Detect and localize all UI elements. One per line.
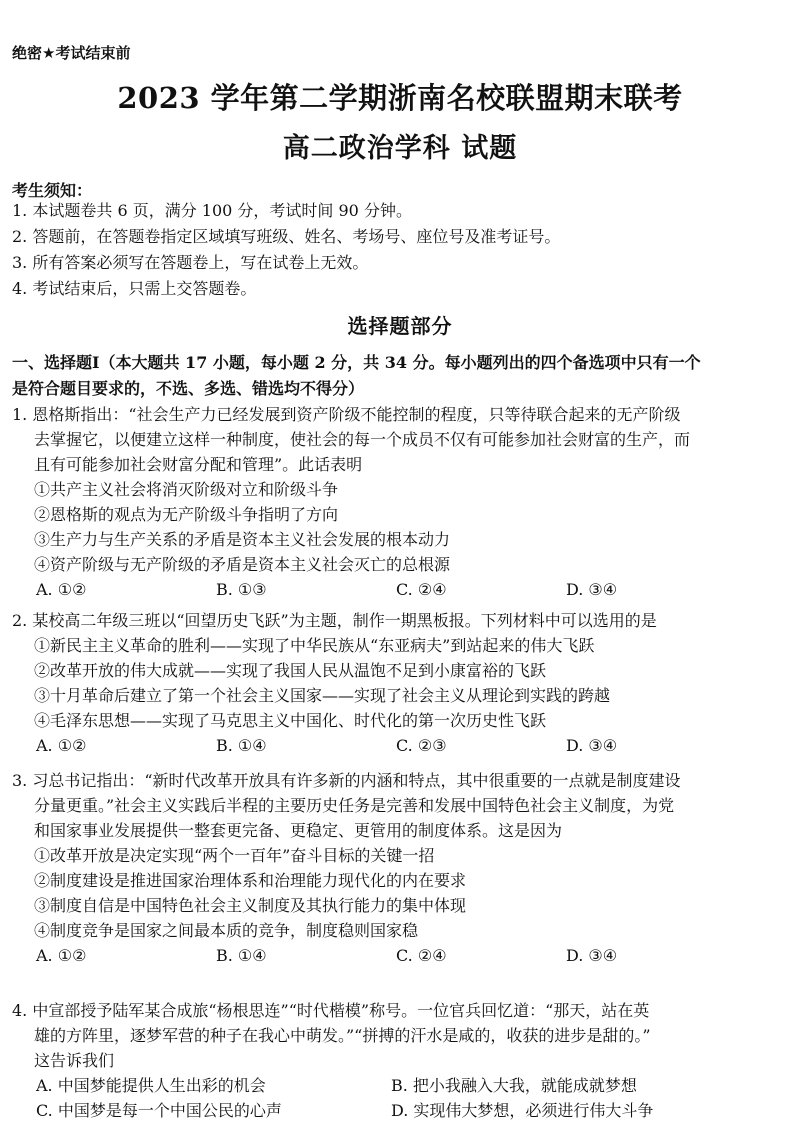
option-c: C. ②③ (396, 736, 447, 755)
question-2 (12, 608, 792, 758)
statement: ③十月革命后建立了第一个社会主义国家——实现了社会主义从理论到实践的跨越 (34, 686, 611, 705)
notice-heading: 考生须知： (12, 181, 93, 200)
option-a: A. 中国梦能提供人生出彩的机会 (36, 1076, 266, 1095)
option-c: C. 中国梦是每一个中国公民的心声 (36, 1101, 282, 1120)
option-c: C. ②④ (396, 946, 447, 965)
option-c: C. ②④ (396, 580, 447, 599)
option-d: D. ③④ (566, 736, 618, 755)
statement: ②改革开放的伟大成就——实现了我国人民从温饱不足到小康富裕的飞跃 (34, 661, 547, 680)
option-a: A. ①② (36, 736, 87, 755)
answer-options (12, 733, 792, 758)
instructions-line: 是符合题目要求的，不选、多选、错选均不得分） (12, 379, 365, 398)
question-stem-line: 去掌握它，以便建立这样一种制度，使社会的每一个成员不仅有可能参加社会财富的生产，而 (34, 430, 691, 449)
option-b: B. ①④ (216, 736, 267, 755)
statement: ②制度建设是推进国家治理体系和治理能力现代化的内在要求 (34, 871, 467, 890)
question-3 (12, 768, 792, 968)
question-stem-line: 1. 恩格斯指出：“社会生产力已经发展到资产阶级不能控制的程度，只等待联合起来的无产阶级 (12, 405, 681, 424)
option-a: A. ①② (36, 580, 87, 599)
section-instructions (12, 350, 792, 402)
option-b: B. 把小我融入大我，就能成就梦想 (391, 1076, 637, 1095)
statement: ①改革开放是决定实现“两个一百年”奋斗目标的关键一招 (34, 846, 435, 865)
question-stem-line: 4. 中宣部授予陆军某合成旅“杨根思连”“时代楷模”称号。一位官兵回忆道：“那天，站在英 (12, 1001, 650, 1020)
answer-options (12, 577, 792, 602)
confidential-mark: 绝密★考试结束前 (12, 44, 131, 62)
statement: ②恩格斯的观点为无产阶级斗争指明了方向 (34, 505, 339, 524)
statement: ③生产力与生产关系的矛盾是资本主义社会发展的根本动力 (34, 530, 451, 549)
statement: ④制度竞争是国家之间最本质的竞争，制度稳则国家稳 (34, 921, 419, 940)
question-stem-line: 分量更重。”社会主义实践后半程的主要历史任务是完善和发展中国特色社会主义制度，为党 (34, 796, 675, 815)
question-4 (12, 998, 792, 1123)
option-b: B. ①④ (216, 946, 267, 965)
answer-options-row-2 (12, 1098, 792, 1123)
section-title: 选择题部分 (347, 314, 453, 338)
question-stem-line: 3. 习总书记指出：“新时代改革开放具有许多新的内涵和特点，其中很重要的一点就是制度建设 (12, 771, 681, 790)
option-d: D. ③④ (566, 946, 618, 965)
question-stem-line: 和国家事业发展提供一整套更完备、更稳定、更管用的制度体系。这是因为 (34, 821, 563, 840)
question-stem-line: 雄的方阵里，逐梦军营的种子在我心中萌发。”“拼搏的汗水是咸的，收获的进步是甜的。” (34, 1026, 651, 1045)
notice-item: 2. 答题前，在答题卷指定区域填写班级、姓名、考场号、座位号及准考证号。 (12, 227, 561, 246)
statement: ④资产阶级与无产阶级的矛盾是资本主义社会灭亡的总根源 (34, 555, 451, 574)
notice-item: 4. 考试结束后，只需上交答题卷。 (12, 279, 257, 298)
option-d: D. 实现伟大梦想，必须进行伟大斗争 (391, 1101, 654, 1120)
exam-subtitle: 高二政治学科 试题 (282, 133, 518, 164)
question-stem-line: 且有可能参加社会财富分配和管理”。此话表明 (34, 455, 363, 474)
statement: ③制度自信是中国特色社会主义制度及其执行能力的集中体现 (34, 896, 467, 915)
answer-options-row-1 (12, 1073, 792, 1098)
answer-options (12, 943, 792, 968)
option-a: A. ①② (36, 946, 87, 965)
statement: ①新民主主义革命的胜利——实现了中华民族从“东亚病夫”到站起来的伟大飞跃 (34, 636, 595, 655)
statement: ④毛泽东思想——实现了马克思主义中国化、时代化的第一次历史性飞跃 (34, 711, 547, 730)
question-1 (12, 402, 792, 602)
option-b: B. ①③ (216, 580, 267, 599)
notice-list (12, 198, 792, 302)
question-stem-line: 这告诉我们 (34, 1051, 115, 1070)
notice-item: 3. 所有答案必须写在答题卷上，写在试卷上无效。 (12, 253, 369, 272)
exam-title: 2023 学年第二学期浙南名校联盟期末联考 (117, 81, 683, 115)
statement: ①共产主义社会将消灭阶级对立和阶级斗争 (34, 480, 339, 499)
notice-item: 1. 本试题卷共 6 页，满分 100 分，考试时间 90 分钟。 (12, 201, 412, 220)
instructions-line: 一、选择题Ⅰ（本大题共 17 小题，每小题 2 分，共 34 分。每小题列出的四个备选项中只有一个 (12, 353, 701, 372)
option-d: D. ③④ (566, 580, 618, 599)
question-stem-line: 2. 某校高二年级三班以“回望历史飞跃”为主题，制作一期黑板报。下列材料中可以选用的是 (12, 611, 657, 630)
